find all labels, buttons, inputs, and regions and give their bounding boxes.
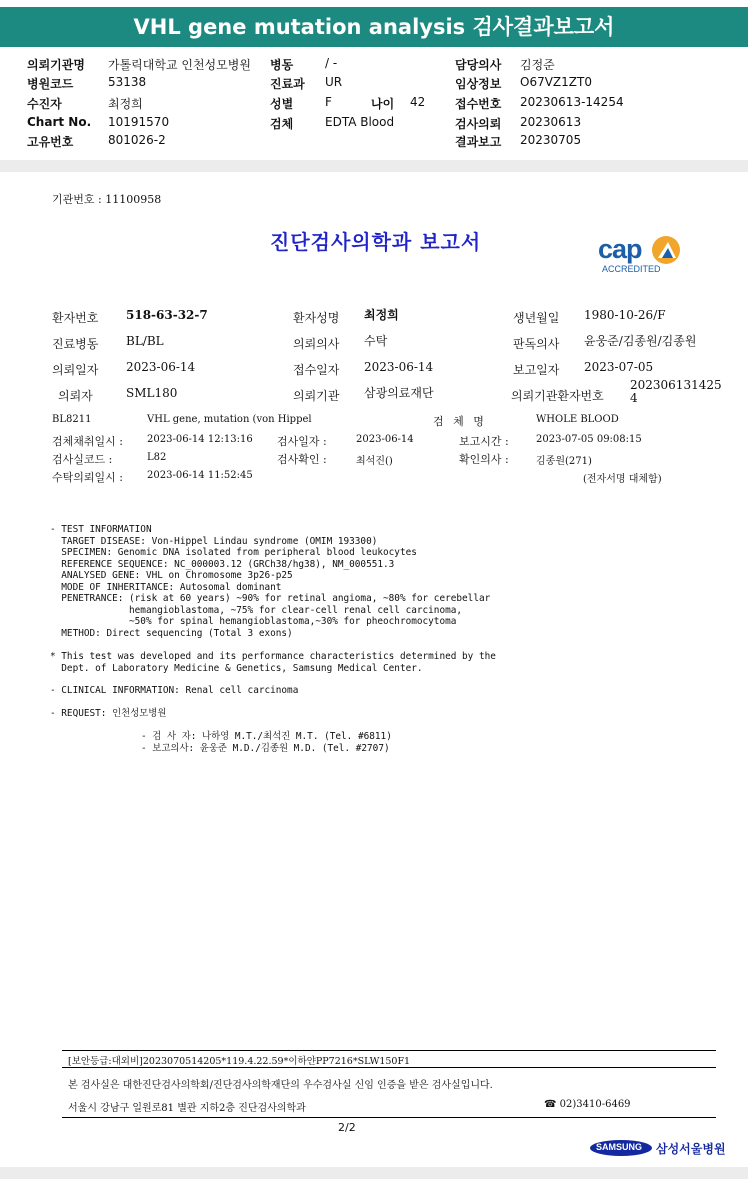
header-value: UR	[325, 75, 343, 89]
patient-field-label: 의뢰기관	[293, 389, 340, 403]
patient-field-label: 진료병동	[52, 337, 99, 351]
patient-field-label: 접수일자	[293, 363, 340, 377]
header-value: EDTA Blood	[325, 115, 395, 129]
patient-field-label: 판독의사	[513, 337, 560, 351]
bottom-band	[0, 1167, 748, 1179]
test-information: - TEST INFORMATION TARGET DISEASE: Von-Hippel Lindau syndrome (OMIM 193300) SPECIMEN: Genomic DNA isolated from peripheral blood leukocytes REFERENCE SEQUENCE: NC_000003.12 (GRCh38/hg38), NM_000551.3 ANALYSED GENE: VHL on Chromosome 3p26-p25 MODE OF INHERITANCE: Autosomal dominant PENETRANCE: (risk at 60 years) ~90% for retinal angioma, ~80% for cerebellar hemangioblastoma, ~75% for clear-cell renal cell carcinoma, ~50% for spinal hemangioblastoma,~30% for pheochromocytoma METHOD: Direct sequencing (Total 3 exons)	[50, 524, 491, 639]
hospital-name: 삼성서울병원	[656, 1142, 726, 1156]
meta-label: 검사확인 :	[277, 453, 327, 466]
header-label: 수진자	[27, 97, 62, 111]
security-line: [보안등급:대외비]2023070514205*119.4.22.59*이하얀PP7216*SLW150F1	[68, 1056, 411, 1067]
header-value: F	[325, 95, 332, 109]
header-value: 801026-2	[108, 133, 166, 147]
header-label: 담당의사	[455, 58, 502, 72]
certification-text: 본 검사실은 대한진단검사의학회/진단검사의학재단의 우수검사실 신임 인증을 받은 검사실입니다.	[68, 1080, 493, 1091]
meta-label: 수탁의뢰일시 :	[52, 471, 123, 484]
patient-field-label: 환자성명	[293, 311, 340, 325]
header-value: 20230613-14254	[520, 95, 624, 109]
patient-field-value: BL/BL	[126, 334, 164, 348]
cap-accredited-logo	[596, 232, 691, 277]
cap-accredited-text: ACCREDITED	[602, 264, 661, 274]
age-value: 42	[410, 95, 426, 109]
patient-field-label: 의뢰자	[58, 389, 93, 403]
patient-field-value: 202306131425 4	[630, 378, 722, 405]
header-label: 의뢰기관명	[27, 58, 85, 72]
meta-label: 검사실코드 :	[52, 453, 113, 466]
footer-bottom-rule	[62, 1117, 716, 1118]
patient-field-label: 보고일자	[513, 363, 560, 377]
patient-field-value: 2023-06-14	[364, 360, 434, 374]
staff-info: - 검 사 자: 나하영 M.T./최석진 M.T. (Tel. #6811) - 보고의사: 윤웅준 M.D./김종원 M.D. (Tel. #2707)	[141, 731, 392, 754]
meta-value: 2023-06-14	[356, 434, 414, 445]
header-label: 결과보고	[455, 135, 502, 149]
patient-field-value: 2023-06-14	[126, 360, 196, 374]
footer-top-rule	[62, 1050, 716, 1051]
meta-value: L82	[147, 452, 167, 463]
specimen-value: WHOLE BLOOD	[536, 414, 619, 425]
phone-text: ☎ 02)3410-6469	[544, 1099, 631, 1110]
meta-label: 검사일자 :	[277, 435, 327, 448]
header-value: 가톨릭대학교 인천성모병원	[108, 58, 251, 72]
header-label: 성별	[270, 97, 294, 111]
meta-value: 2023-06-14 11:52:45	[147, 470, 253, 481]
footer-mid-rule	[62, 1067, 716, 1068]
report-title-banner: VHL gene mutation analysis 검사결과보고서	[0, 7, 748, 47]
request-info: - REQUEST: 인천성모병원	[50, 708, 167, 719]
test-name: VHL gene, mutation (von Hippel	[147, 414, 312, 425]
report-title: 진단검사의학과 보고서	[270, 230, 482, 254]
header-label: 병원코드	[27, 77, 74, 91]
patient-field-value: SML180	[126, 386, 178, 400]
address-text: 서울시 강남구 일원로81 별관 지하2층 진단검사의학과	[68, 1103, 306, 1114]
clinical-information: - CLINICAL INFORMATION: Renal cell carcinoma	[50, 685, 299, 696]
header-value: 20230613	[520, 115, 582, 129]
developed-note: * This test was developed and its performance characteristics determined by the Dept. of Laboratory Medicine & Genetics, Samsung Medical Center.	[50, 651, 496, 674]
header-label: 접수번호	[455, 97, 502, 111]
age-label: 나이	[371, 97, 395, 111]
specimen-label: 검 체 명	[433, 415, 487, 428]
patient-field-value: 2023-07-05	[584, 360, 654, 374]
patient-field-value: 윤웅준/김종원/김종원	[584, 334, 697, 348]
meta-value: 2023-07-05 09:08:15	[536, 434, 642, 445]
org-number: 기관번호 : 11100958	[52, 193, 162, 206]
header-label: 검체	[270, 117, 294, 131]
header-label: 임상정보	[455, 77, 502, 91]
meta-label: 보고시간 :	[459, 435, 509, 448]
header-label: 진료과	[270, 77, 305, 91]
patient-field-label: 의뢰의사	[293, 337, 340, 351]
header-value: 20230705	[520, 133, 582, 147]
patient-field-label: 의뢰기관환자번호	[511, 389, 604, 403]
meta-value: 2023-06-14 12:13:16	[147, 434, 253, 445]
patient-field-label: 생년월일	[513, 311, 560, 325]
test-code: BL8211	[52, 414, 92, 425]
patient-field-value: 518-63-32-7	[126, 308, 208, 322]
patient-field-value: 수탁	[364, 334, 388, 348]
header-value: 최정희	[108, 97, 143, 111]
header-value: O67VZ1ZT0	[520, 75, 592, 89]
patient-field-value: 1980-10-26/F	[584, 308, 666, 322]
header-label: 검사의뢰	[455, 117, 502, 131]
header-value: 김정준	[520, 58, 555, 72]
meta-label: 확인의사 :	[459, 453, 509, 466]
header-separator	[0, 160, 748, 172]
samsung-logo	[590, 1140, 652, 1156]
header-value: / -	[325, 56, 338, 70]
meta-value: 김종원(271)	[536, 456, 592, 467]
patient-field-label: 환자번호	[52, 311, 99, 325]
header-label: 고유번호	[27, 135, 74, 149]
page-number: 2/2	[338, 1121, 356, 1134]
header-label: Chart No.	[27, 115, 92, 129]
patient-field-label: 의뢰일자	[52, 363, 99, 377]
patient-field-value: 삼광의료재단	[364, 386, 434, 400]
meta-value: 최석진()	[356, 456, 393, 467]
header-value: 53138	[108, 75, 147, 89]
patient-field-value: 최정희	[364, 308, 399, 322]
meta-label: 검체채취일시 :	[52, 435, 123, 448]
header-label: 병동	[270, 58, 294, 72]
header-value: 10191570	[108, 115, 170, 129]
meta-value: (전자서명 대체함)	[583, 474, 662, 485]
samsung-logo-text: SAMSUNG	[596, 1142, 643, 1152]
cap-logo-text: cap	[598, 234, 642, 264]
